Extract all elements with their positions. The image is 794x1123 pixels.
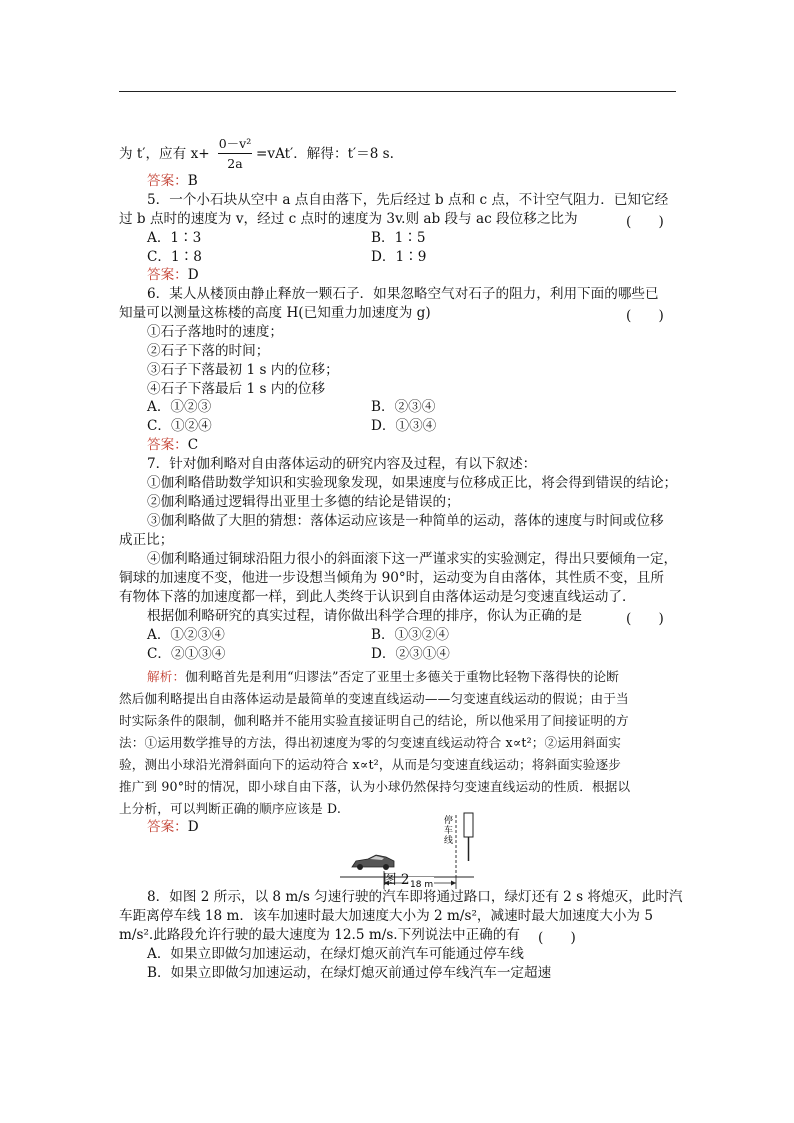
- q7-analysis-2: 然后伽利略提出自由落体运动是最简单的变速直线运动——匀变速直线运动的假说；由于当: [119, 691, 629, 706]
- q7-statement-3b: 成正比；: [119, 532, 174, 548]
- q8-paren: ( ): [538, 930, 576, 946]
- answer-label: 答案：: [147, 437, 188, 453]
- q5-option-d: D．1∶9: [371, 249, 427, 265]
- q7-statement-4b: 铜球的加速度不变，他进一步设想当倾角为 90°时，运动变为自由落体，其性质不变，且所: [119, 570, 664, 586]
- q7-paren: ( ): [626, 611, 664, 627]
- q5-line2: 过 b 点时的速度为 v，经过 c 点时的速度为 3v.则 ab 段与 ac 段位移之比为: [119, 211, 578, 227]
- q7-analysis-7: 上分析，可以判断正确的顺序应该是 D.: [119, 801, 342, 816]
- q7-analysis-3: 时实际条件的限制，伽利略并不能用实验直接证明自己的结论，所以他采用了间接证明的方: [119, 713, 629, 728]
- answer-label: 答案：: [147, 819, 188, 835]
- q7-answer: [147, 818, 199, 837]
- prev-answer-left: 为 t′，应有 x+: [119, 146, 210, 162]
- q6-option-a: A．①②③: [147, 399, 212, 415]
- answer-value: D: [187, 267, 199, 283]
- answer-label: 答案：: [147, 173, 188, 189]
- analysis-label: 解析：: [147, 669, 186, 684]
- prev-answer-line: [147, 172, 198, 191]
- q6-option-c: C．①②④: [147, 418, 212, 434]
- q6-answer: [147, 436, 198, 455]
- q8-line2: 车距离停车线 18 m．该车加速时最大加速度大小为 2 m/s²，减速时最大加速度大小为 5: [119, 908, 653, 924]
- answer-label: 答案：: [147, 267, 188, 283]
- q7-option-b: B．①③②④: [371, 627, 449, 643]
- q6-line2: 知量可以测量这栋楼的高度 H(已知重力加速度为 g): [119, 305, 431, 321]
- distance-label: 18 m: [410, 880, 434, 890]
- q5-option-c: C．1∶8: [147, 249, 202, 265]
- q7-statement-1: ①伽利略借助数学知识和实验现象发现，如果速度与位移成正比，将会得到错误的结论；: [147, 475, 678, 491]
- q7-question: 根据伽利略研究的真实过程，请你做出科学合理的排序，你认为正确的是: [147, 608, 582, 624]
- q8-option-b: B．如果立即做匀加速运动，在绿灯熄灭前通过停车线汽车一定超速: [147, 965, 552, 981]
- q6-item-2: ②石子下落的时间；: [147, 343, 270, 359]
- figure-caption: 图 2: [383, 872, 410, 888]
- q7-analysis-5: 验，测出小球沿光滑斜面向下的运动符合 x∝t²，从而是匀变速直线运动；将斜面实验逐步: [119, 757, 622, 772]
- stop-line-label: 停车线: [444, 816, 454, 846]
- q7-statement-4c: 有物体下落的加速度都一样，到此人类终于认识到自由落体运动是匀变速直线运动了．: [119, 589, 636, 605]
- answer-value: C: [187, 437, 199, 453]
- q6-option-d: D．①③④: [371, 418, 437, 434]
- prev-answer-right: =vAt′．解得：t′＝8 s.: [256, 146, 394, 162]
- q8-line1: 8．如图 2 所示，以 8 m/s 匀速行驶的汽车即将通过路口，绿灯还有 2 s 将熄灭，此时汽: [147, 889, 683, 905]
- q7-intro: 7．针对伽利略对自由落体运动的研究内容及过程，有以下叙述：: [147, 456, 537, 472]
- q7-analysis-4: 法：①运用数学推导的方法，得出初速度为零的匀变速直线运动符合 x∝t²；②运用斜面实: [119, 735, 622, 750]
- q5-option-a: A．1∶3: [147, 230, 202, 246]
- q6-item-1: ①石子落地时的速度；: [147, 324, 283, 340]
- q8-option-a: A．如果立即做匀加速运动，在绿灯熄灭前汽车可能通过停车线: [147, 946, 524, 962]
- q6-paren: ( ): [626, 308, 664, 324]
- q7-analysis-6: 推广到 90°时的情况，即小球自由下落，认为小球仍然保持匀变速直线运动的性质．根据以: [119, 779, 631, 794]
- fraction-numerator: 0－v²: [218, 136, 252, 151]
- figure-2: [340, 805, 480, 893]
- q6-item-3: ③石子下落最初 1 s 内的位移；: [147, 362, 339, 378]
- analysis-text: 伽利略首先是利用“归谬法”否定了亚里士多德关于重物比轻物下落得快的论断: [185, 669, 619, 684]
- q5-line1: 5．一个小石块从空中 a 点自由落下，先后经过 b 点和 c 点，不计空气阻力．已知它经: [147, 192, 669, 208]
- q7-statement-3a: ③伽利略做了大胆的猜想：落体运动应该是一种简单的运动，落体的速度与时间或位移: [147, 513, 664, 529]
- q7-option-c: C．②①③④: [147, 646, 226, 662]
- q7-statement-4a: ④伽利略通过铜球沿阻力很小的斜面滚下这一严谨求实的实验测定，得出只要倾角一定，: [147, 551, 678, 567]
- arrow-head-right: [451, 881, 456, 886]
- q5-answer: [147, 266, 199, 285]
- q7-statement-2: ②伽利略通过逻辑得出亚里士多德的结论是错误的；: [147, 494, 460, 510]
- fraction-bar: [218, 153, 252, 154]
- q6-item-4: ④石子下落最后 1 s 内的位移: [147, 381, 326, 397]
- header-rule: [119, 91, 676, 92]
- q5-option-b: B．1∶5: [371, 230, 426, 246]
- answer-value: B: [187, 173, 198, 189]
- q8-line3: m/s².此路段允许行驶的最大速度为 12.5 m/s.下列说法中正确的有: [119, 927, 520, 943]
- q6-line1: 6．某人从楼顶由静止释放一颗石子．如果忽略空气对石子的阻力，利用下面的哪些已: [147, 286, 659, 302]
- q7-analysis-1: [147, 667, 619, 686]
- q5-paren: ( ): [626, 214, 664, 230]
- q6-option-b: B．②③④: [371, 399, 436, 415]
- answer-value: D: [187, 819, 199, 835]
- q7-option-d: D．②③①④: [371, 646, 450, 662]
- fraction-denominator: 2a: [227, 156, 243, 171]
- q7-option-a: A．①②③④: [147, 627, 225, 643]
- traffic-light-icon: [464, 813, 473, 837]
